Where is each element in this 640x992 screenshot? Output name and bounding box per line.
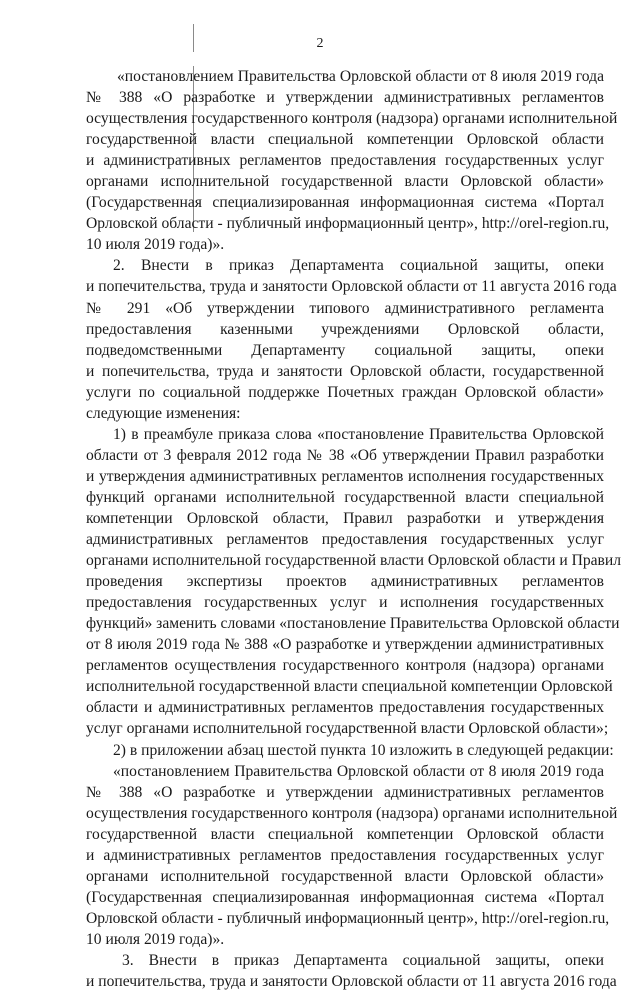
text-line: № 291 «Об утверждении типового административного регламента: [86, 299, 604, 317]
text-line: (Государственная специализированная информационная система «Портал: [86, 888, 604, 906]
text-line: осуществления государственного контроля (надзора) органами исполнительной: [86, 110, 618, 128]
text-line: Орловской области - публичный информационный центр», http://orel-region.ru,: [86, 909, 610, 927]
text-line: области от 3 февраля 2012 года № 38 «Об утверждении Правил разработки: [86, 446, 604, 464]
text-line: исполнительной государственной власти специальной компетенции Орловской: [86, 678, 613, 696]
text-line: услуги по социальной поддержке Почетных граждан Орловской области»: [86, 383, 604, 401]
text-line: от 8 июля 2019 года № 388 «О разработке и утверждении административных: [86, 636, 604, 654]
text-line: административных регламентов предоставления государственных услуг: [86, 531, 604, 549]
text-line: осуществления государственного контроля (надзора) органами исполнительной: [86, 804, 618, 822]
text-line: 3. Внести в приказ Департамента социальной защиты, опеки: [122, 951, 604, 969]
text-line: функций» заменить словами «постановление Правительства Орловской области: [86, 615, 620, 633]
text-line: и административных регламентов предоставления государственных услуг: [86, 152, 604, 170]
text-line: регламентов осуществления государственного контроля (надзора) органами: [86, 657, 604, 675]
text-line: 1) в преамбуле приказа слова «постановление Правительства Орловской: [113, 425, 604, 443]
text-line: и попечительства, труда и занятости Орловской области от 11 августа 2016 года: [86, 973, 617, 991]
text-line: № 388 «О разработке и утверждении административных регламентов: [86, 89, 604, 107]
text-line: 2. Внести в приказ Департамента социальной защиты, опеки: [113, 257, 604, 275]
text-line: услуг органами исполнительной государственной власти Орловской области»;: [86, 720, 609, 738]
text-line: органами исполнительной государственной власти Орловской области»: [86, 867, 604, 885]
text-line: государственной власти специальной компетенции Орловской области: [86, 825, 604, 843]
text-line: следующие изменения:: [86, 404, 241, 422]
text-line: функций органами исполнительной государственной власти специальной: [86, 488, 604, 506]
text-line: 10 июля 2019 года)».: [86, 236, 225, 254]
text-line: «постановлением Правительства Орловской области от 8 июля 2019 года: [117, 68, 604, 85]
text-line: 10 июля 2019 года)».: [86, 930, 225, 948]
document-body: [86, 66, 622, 992]
text-line: подведомственными Департаменту социальной защиты, опеки: [86, 341, 604, 359]
text-line: области и административных регламентов предоставления государственных: [86, 699, 604, 717]
text-line: № 388 «О разработке и утверждении административных регламентов: [86, 783, 604, 801]
text-line: предоставления казенными учреждениями Орловской области,: [86, 320, 604, 338]
text-line: и попечительства, труда и занятости Орловской области, государственной: [86, 362, 604, 380]
text-line: предоставления государственных услуг и исполнения государственных: [86, 594, 604, 612]
text-line: органами исполнительной государственной власти Орловской области и Правил: [86, 552, 622, 570]
text-line: и утверждения административных регламентов исполнения государственных: [86, 467, 604, 485]
text-line: (Государственная специализированная информационная система «Портал: [86, 194, 604, 212]
text-line: государственной власти специальной компетенции Орловской области: [86, 131, 604, 149]
text-line: 2) в приложении абзац шестой пункта 10 изложить в следующей редакции:: [113, 741, 614, 759]
scan-artifact-line: [193, 24, 194, 52]
text-line: «постановлением Правительства Орловской области от 8 июля 2019 года: [113, 762, 604, 780]
text-line: компетенции Орловской области, Правил разработки и утверждения: [86, 509, 604, 527]
text-line: проведения экспертизы проектов административных регламентов: [86, 573, 604, 591]
text-line: органами исполнительной государственной власти Орловской области»: [86, 173, 604, 191]
text-line: Орловской области - публичный информационный центр», http://orel-region.ru,: [86, 215, 610, 233]
text-line: и административных регламентов предоставления государственных услуг: [86, 846, 604, 864]
page-number: 2: [316, 36, 324, 51]
text-line: и попечительства, труда и занятости Орловской области от 11 августа 2016 года: [86, 278, 617, 296]
